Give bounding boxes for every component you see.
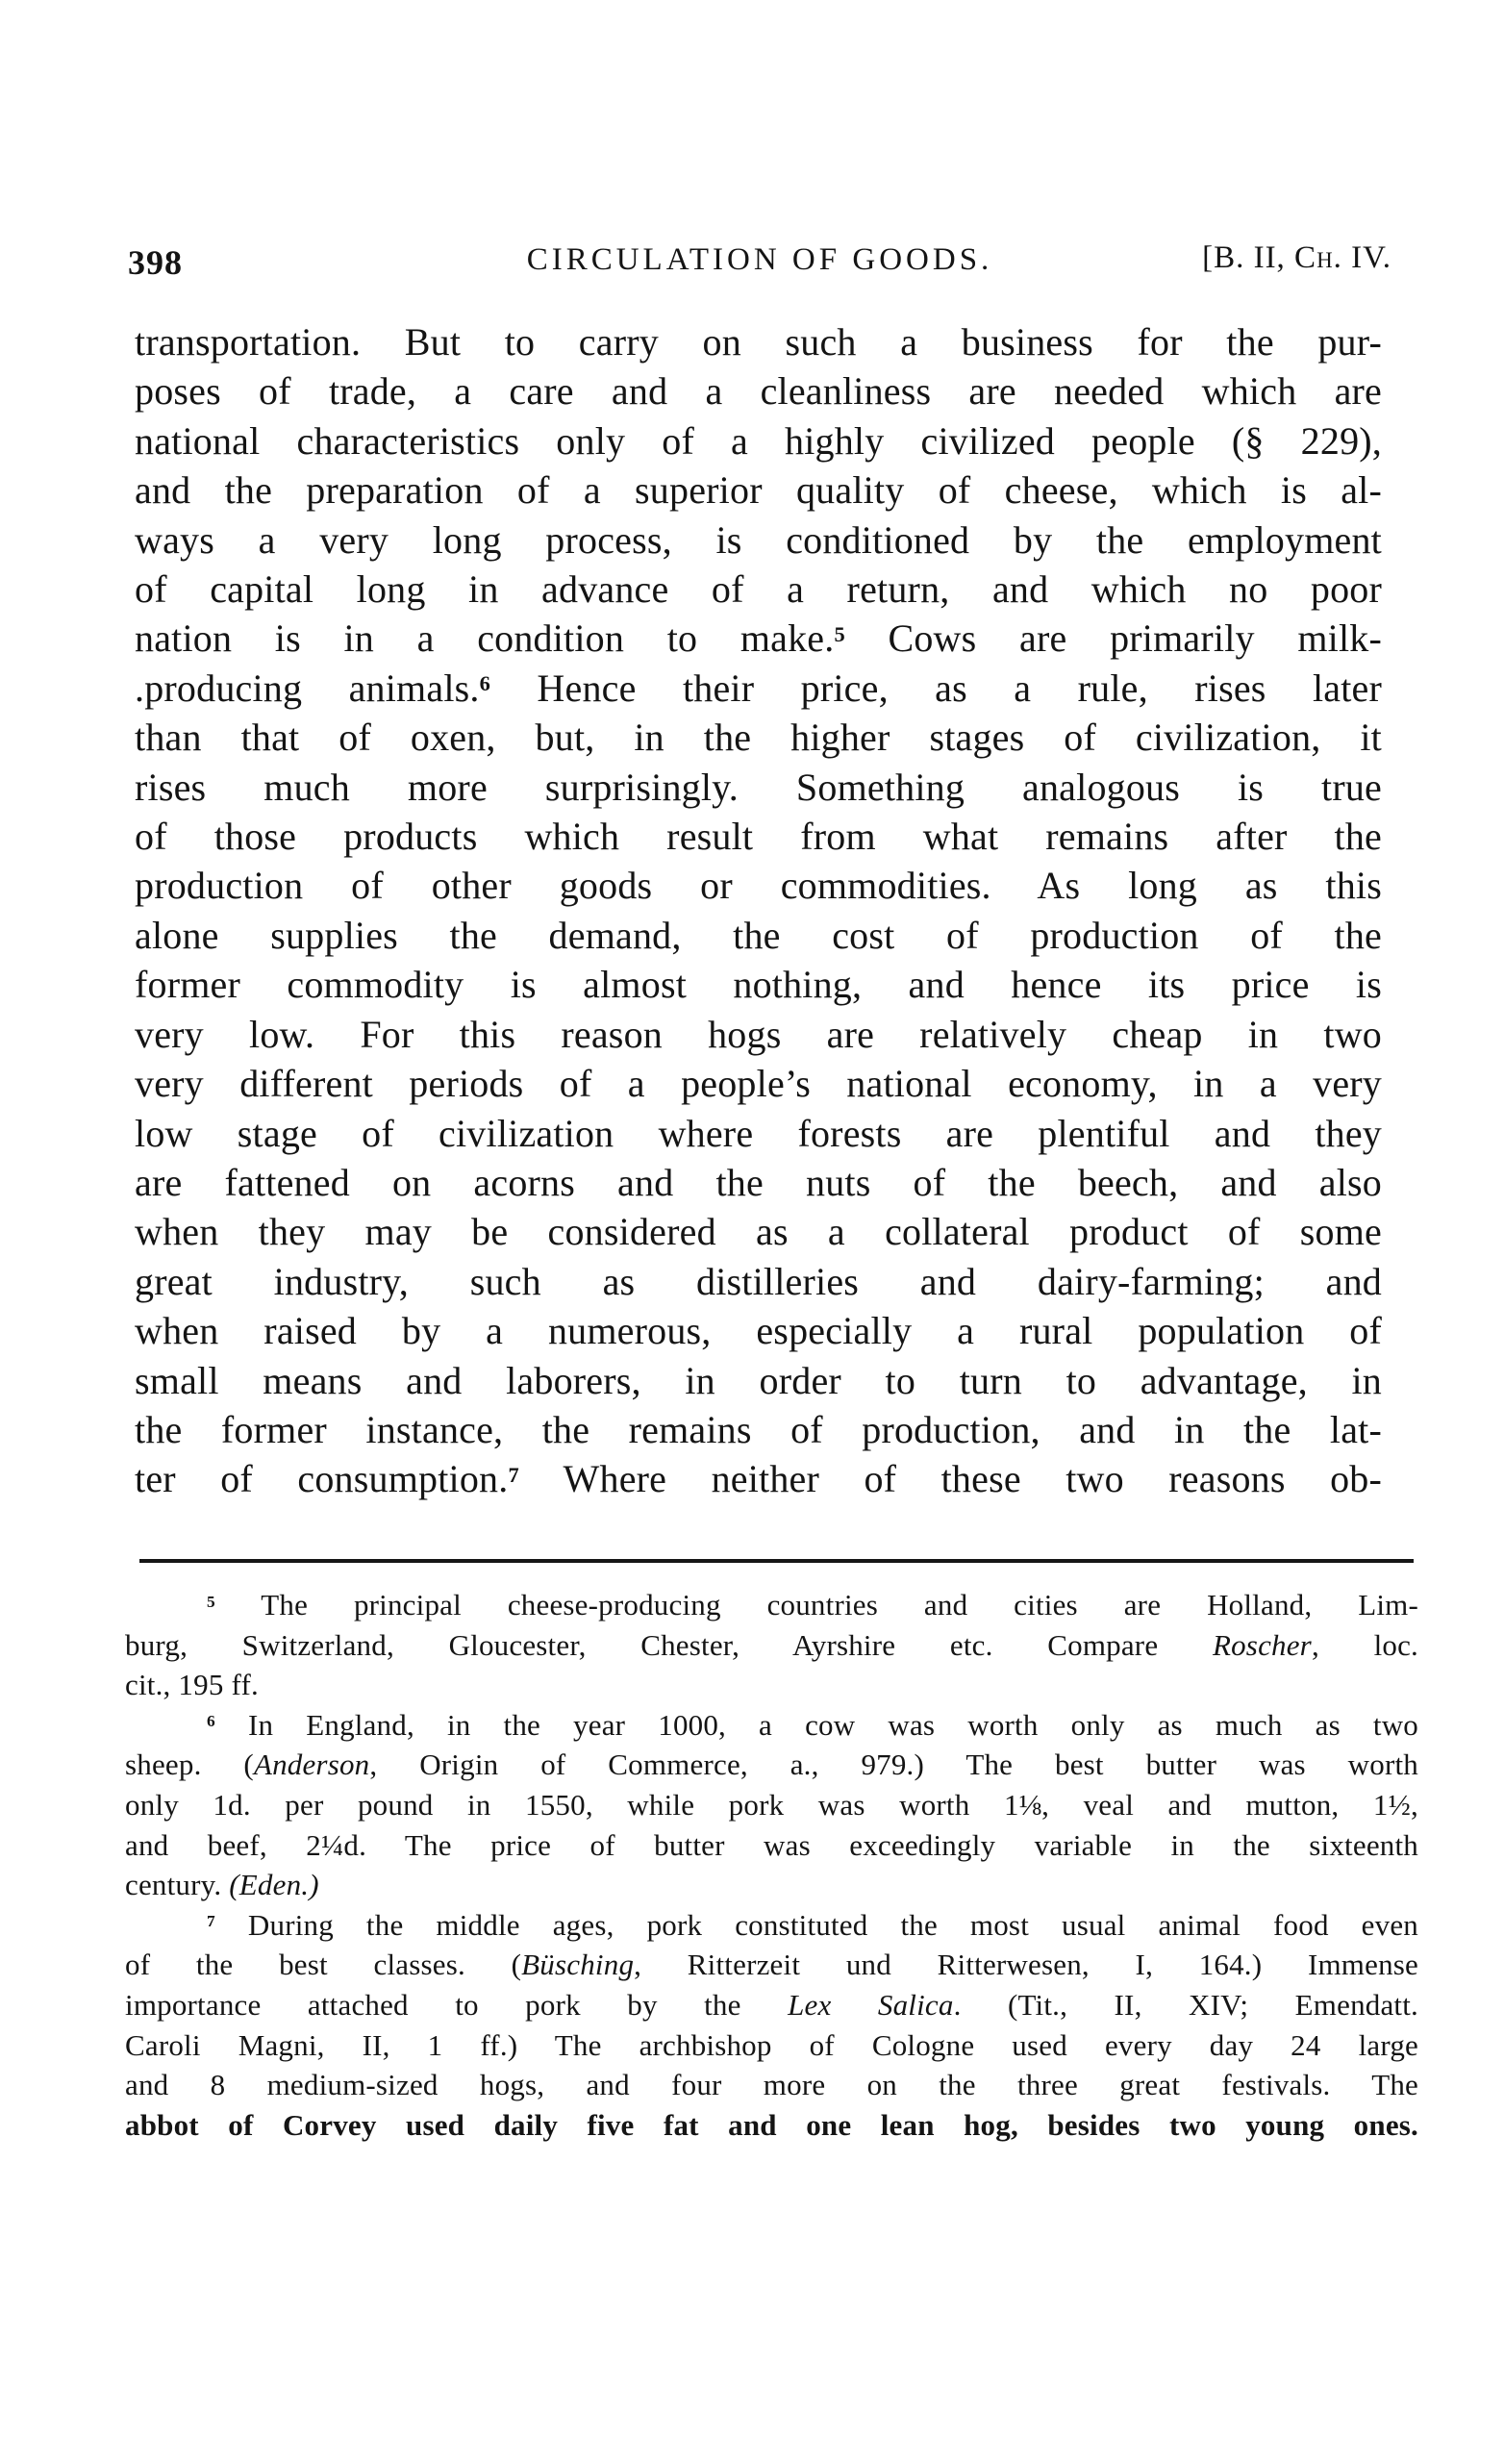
footnote-marker: 6 bbox=[207, 1712, 215, 1731]
running-title: CIRCULATION OF GOODS. bbox=[526, 242, 993, 277]
footnote-marker: 5 bbox=[207, 1592, 215, 1611]
footnote-text-line: sheep. (Anderson, Origin of Commerce, a., 979.) The best butter was worth bbox=[125, 1747, 1418, 1782]
footnote-text-line: importance attached to pork by the Lex Salica. (Tit., II, XIV; Emendatt. bbox=[125, 1987, 1419, 2022]
body-text-line: nation is in a condition to make.$^5$ Cows are primarily milk- bbox=[135, 616, 1382, 661]
footnote-text-line: abbot of Corvey used daily five fat and one lean hog, besides two young ones. bbox=[125, 2107, 1418, 2142]
body-text-line: .producing animals.$^6$ Hence their price, as a rule, rises later bbox=[135, 666, 1382, 710]
footnote-text-line: $^6$ In England, in the year 1000, a cow was worth only as much as two bbox=[207, 1707, 1418, 1742]
book-chapter-reference: [B. II, Ch. IV. bbox=[1202, 240, 1391, 275]
footnote-text-line: only 1d. per pound in 1550, while pork was worth 1⅛, veal and mutton, 1½, bbox=[125, 1787, 1418, 1822]
body-text-line: low stage of civilization where forests are plentiful and they bbox=[135, 1111, 1382, 1155]
body-text-line: ways a very long process, is conditioned by the employment bbox=[135, 517, 1382, 562]
body-text-line: the former instance, the remains of production, and in the lat- bbox=[135, 1407, 1382, 1451]
body-text-line: small means and laborers, in order to turn to advantage, in bbox=[135, 1358, 1382, 1402]
body-text-line: than that of oxen, but, in the higher stages of civilization, it bbox=[135, 716, 1382, 760]
body-text-line: of those products which result from what remains after the bbox=[135, 815, 1382, 859]
footnote-text-line: $^5$ The principal cheese-producing countries and cities are Holland, Lim- bbox=[207, 1588, 1418, 1622]
page-number: 398 bbox=[128, 243, 183, 282]
body-text-line: very different periods of a people’s national economy, in a very bbox=[135, 1062, 1382, 1106]
footnote-text-line: burg, Switzerland, Gloucester, Chester, Ayrshire etc. Compare Roscher, loc. bbox=[125, 1627, 1418, 1662]
body-text-line: alone supplies the demand, the cost of production of the bbox=[135, 913, 1382, 957]
footnote-marker: 7 bbox=[207, 1912, 215, 1931]
footnote-text-line: and 8 medium-sized hogs, and four more on the three great festivals. The bbox=[125, 2068, 1418, 2102]
body-text-line: of capital long in advance of a return, and which no poor bbox=[135, 567, 1382, 612]
body-text-line: national characteristics only of a highly civilized people (§ 229), bbox=[135, 418, 1382, 463]
footnote-text-line: $^7$ During the middle ages, pork constituted the most usual animal food even bbox=[207, 1907, 1418, 1942]
running-header bbox=[128, 239, 1391, 285]
body-text-line: rises much more surprisingly. Something analogous is true bbox=[135, 765, 1382, 809]
body-text bbox=[135, 317, 1382, 1504]
body-text-line: very low. For this reason hogs are relatively cheap in two bbox=[135, 1012, 1382, 1056]
body-text-line: former commodity is almost nothing, and hence its price is bbox=[135, 963, 1382, 1007]
footnote-text-line: of the best classes. (Büsching, Ritterzeit und Ritterwesen, I, 164.) Immense bbox=[125, 1948, 1419, 1982]
footnote-marker: 6 bbox=[479, 671, 491, 696]
body-text-line: when they may be considered as a collateral product of some bbox=[135, 1210, 1382, 1254]
body-text-line: ter of consumption.$^7$ Where neither of these two reasons ob- bbox=[135, 1457, 1382, 1501]
footnote-marker: 7 bbox=[508, 1462, 519, 1487]
footnote-marker: 5 bbox=[834, 621, 845, 646]
footnote-text-line: Caroli Magni, II, 1 ff.) The archbishop of Cologne used every day 24 large bbox=[125, 2027, 1418, 2062]
footnote-text-line: century. (Eden.) bbox=[125, 1868, 319, 1902]
body-text-line: production of other goods or commodities. As long as this bbox=[135, 864, 1382, 908]
body-text-line: poses of trade, a care and a cleanliness are needed which are bbox=[135, 369, 1382, 414]
body-text-line: great industry, such as distilleries and dairy-farming; and bbox=[135, 1259, 1382, 1303]
footnote-separator-rule bbox=[139, 1559, 1414, 1563]
footnote-text-line: cit., 195 ff. bbox=[125, 1668, 259, 1702]
footnote-text-line: and beef, 2¼d. The price of butter was exceedingly variable in the sixteenth bbox=[125, 1827, 1418, 1862]
footnotes bbox=[125, 1585, 1418, 2145]
body-text-line: transportation. But to carry on such a business for the pur- bbox=[135, 320, 1382, 364]
body-text-line: when raised by a numerous, especially a rural population of bbox=[135, 1309, 1382, 1353]
body-text-line: are fattened on acorns and the nuts of the beech, and also bbox=[135, 1160, 1382, 1204]
body-text-line: and the preparation of a superior quality of cheese, which is al- bbox=[135, 468, 1382, 513]
